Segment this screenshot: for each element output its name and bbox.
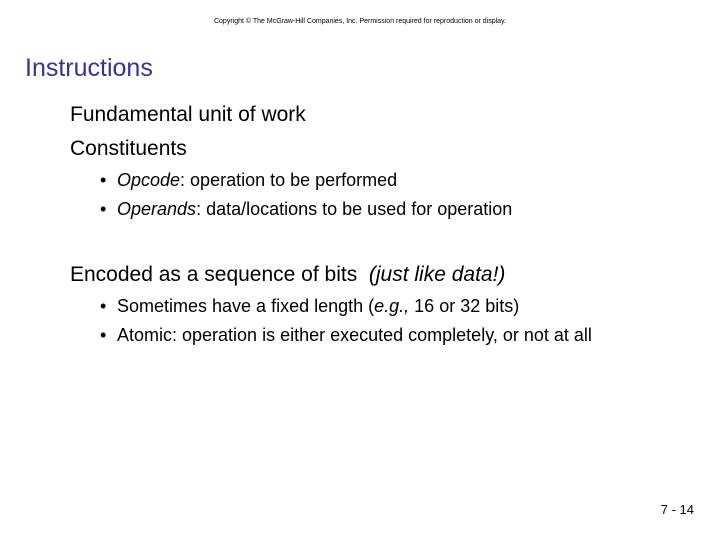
bullet-marker: • [100, 199, 107, 219]
encoded-bits-text: Encoded as a sequence of bits [70, 263, 358, 286]
page-number: 7 - 14 [660, 502, 694, 517]
sub-point-operands [100, 199, 512, 220]
operands-description: : data/locations to be used for operation [196, 199, 513, 219]
point-constituents: Constituents [70, 137, 187, 160]
slide-title: Instructions [25, 54, 153, 82]
sub-point-fixed-length [100, 296, 519, 317]
point-encoded-bits [70, 263, 505, 287]
bullet-marker: • [100, 170, 107, 190]
bullet-marker: • [100, 325, 107, 345]
sub-point-atomic [100, 324, 677, 346]
operands-term: Operands [117, 199, 197, 219]
encoded-bits-emphasis: (just like data!) [368, 263, 506, 286]
opcode-term: Opcode [117, 170, 181, 190]
point-fundamental-unit: Fundamental unit of work [70, 103, 306, 126]
opcode-description: : operation to be performed [180, 170, 398, 190]
atomic-text: Atomic: operation is either executed completely, or not at all [117, 325, 592, 345]
fixed-length-text-start: Sometimes have a fixed length ( [117, 296, 375, 316]
bullet-marker: • [100, 296, 107, 316]
fixed-length-emphasis: e.g., [374, 296, 410, 316]
fixed-length-text-end: 16 or 32 bits) [409, 296, 520, 316]
sub-point-opcode [100, 170, 397, 191]
copyright-notice: Copyright © The McGraw-Hill Companies, Inc. Permission required for reproduction or display. [213, 18, 506, 25]
